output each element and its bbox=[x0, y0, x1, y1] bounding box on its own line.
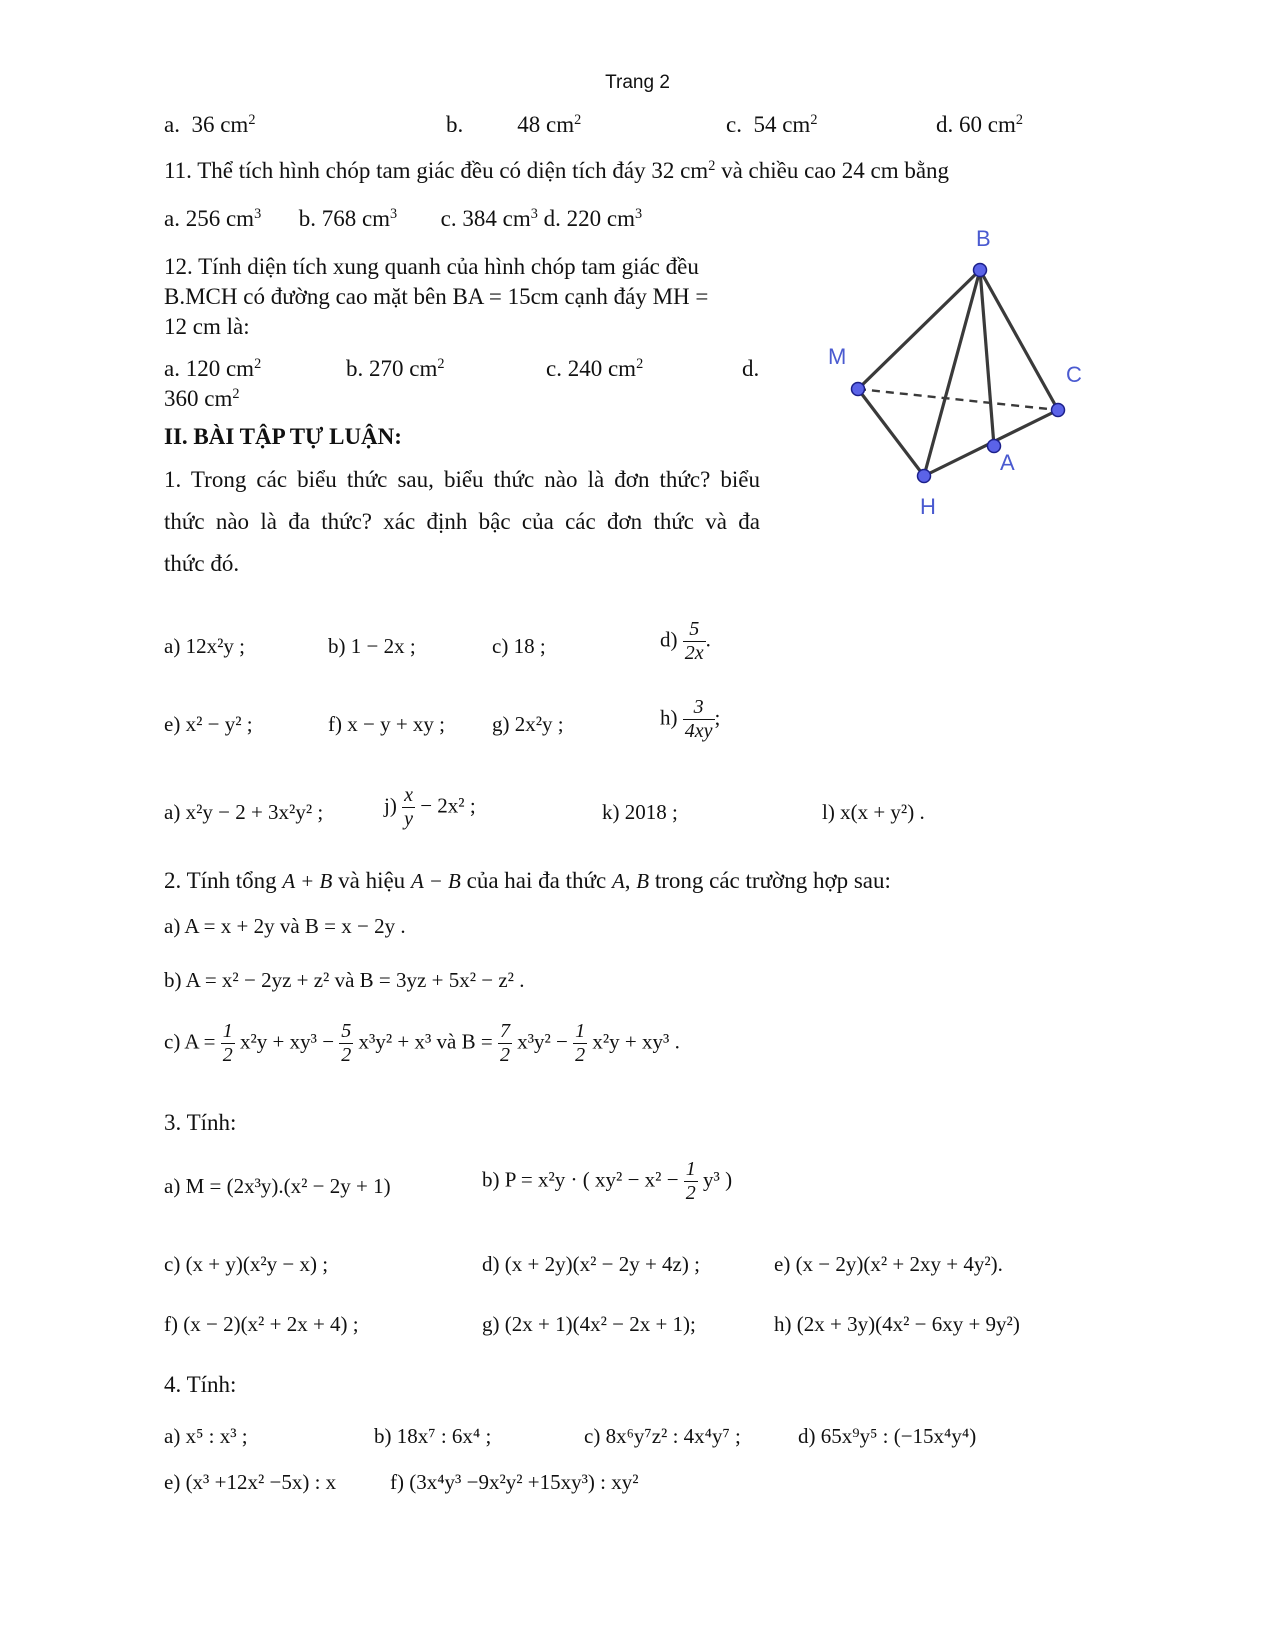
q10-option-b: b. 48 $cm^2$ bbox=[446, 112, 582, 137]
ex4-title: 4. Tính: bbox=[164, 1372, 237, 1397]
ex3-item-c: c) (x + y)(x²y − x) ; bbox=[164, 1252, 329, 1276]
ex3-item-g: g) (2x + 1)(4x² − 2x + 1); bbox=[482, 1312, 696, 1336]
q11-option-b: b. 768 $cm^3$ bbox=[298, 206, 398, 231]
ex3-item-b: b) P = x²y · ( xy² − x² − $\frac{1}{2}$ y³ ) bbox=[482, 1158, 733, 1204]
ex2-item-c: c) A = $\frac{1}{2}$ x²y + xy³ − $\frac{5}{2}$ x³y² + x³ và B = $\frac{7}{2}$ x³y² − $\frac{1}{2}$ x²y + xy³ . bbox=[164, 1020, 680, 1066]
q12-option-d-value: 360 $cm^2$ bbox=[164, 386, 240, 411]
ex1-item-d: d) $\frac{5}{2x}$ . bbox=[660, 618, 711, 664]
ex1-item-k: k) 2018 ; bbox=[602, 800, 678, 824]
ex1-item-e: e) x² − y² ; bbox=[164, 712, 253, 736]
ex4-item-b: b) 18x⁷ : 6x⁴ ; bbox=[374, 1424, 492, 1448]
q12-option-c: c. 240 $cm^2$ bbox=[546, 356, 644, 381]
q11-option-a: a. 256 $cm^3$ bbox=[164, 206, 262, 231]
ex1-item-a: a) 12x²y ; bbox=[164, 634, 245, 658]
q12-option-b: b. 270 $cm^2$ bbox=[346, 356, 445, 381]
vertex-B bbox=[974, 264, 987, 277]
q12-line-3: 12 cm là: bbox=[164, 314, 250, 339]
vertex-M bbox=[852, 383, 865, 396]
ex1-item-h: h) $\frac{3}{4xy}$ ; bbox=[660, 696, 721, 742]
page-header bbox=[0, 72, 1275, 94]
edge-BA bbox=[980, 270, 994, 446]
ex1-item-a2: a) x²y − 2 + 3x²y² ; bbox=[164, 800, 324, 824]
pyramid-figure bbox=[810, 230, 1110, 520]
q12-option-a: a. 120 $cm^2$ bbox=[164, 356, 262, 381]
ex2-item-b: b) A = x² − 2yz + z² và B = 3yz + 5x² − z² . bbox=[164, 968, 525, 992]
page-label: Trang 2 bbox=[605, 72, 670, 93]
ex1-item-l: l) x(x + y²) . bbox=[822, 800, 925, 824]
ex4-item-c: c) 8x⁶y⁷z² : 4x⁴y⁷ ; bbox=[584, 1424, 741, 1448]
ex3-title: 3. Tính: bbox=[164, 1110, 237, 1135]
ex1-line-1: 1. Trong các biểu thức sau, biểu thức nào là đơn thức? biểu bbox=[164, 467, 760, 492]
edge-BM bbox=[858, 270, 980, 389]
q12-option-d: d. bbox=[742, 356, 760, 381]
ex3-item-h: h) (2x + 3y)(4x² − 6xy + 9y²) bbox=[774, 1312, 1020, 1336]
ex1-item-b: b) 1 − 2x ; bbox=[328, 634, 416, 658]
q11-option-d: d. 220 $cm^3$ bbox=[543, 206, 643, 231]
ex1-item-c: c) 18 ; bbox=[492, 634, 546, 658]
ex3-item-f: f) (x − 2)(x² + 2x + 4) ; bbox=[164, 1312, 359, 1336]
vertex-A bbox=[988, 440, 1001, 453]
edge-MH bbox=[858, 389, 924, 476]
label-H: H bbox=[920, 494, 936, 519]
ex2-item-a: a) A = x + 2y và B = x − 2y . bbox=[164, 914, 406, 938]
ex1-item-g: g) 2x²y ; bbox=[492, 712, 564, 736]
q12-line-1: 12. Tính diện tích xung quanh của hình chóp tam giác đều bbox=[164, 254, 699, 279]
ex1-item-f: f) x − y + xy ; bbox=[328, 712, 446, 736]
ex3-item-d: d) (x + 2y)(x² − 2y + 4z) ; bbox=[482, 1252, 700, 1276]
q10-option-c: c. 54 $cm^2$ bbox=[726, 112, 818, 137]
section-title: II. BÀI TẬP TỰ LUẬN: bbox=[164, 424, 402, 449]
q10-option-d: d. 60 $cm^2$ bbox=[936, 112, 1023, 137]
edge-MC-hidden bbox=[858, 389, 1058, 410]
edge-BC bbox=[980, 270, 1058, 410]
label-C: C bbox=[1066, 362, 1082, 387]
ex4-item-e: e) (x³ +12x² −5x) : x bbox=[164, 1470, 337, 1494]
label-A: A bbox=[1000, 449, 1015, 475]
ex4-item-d: d) 65x⁹y⁵ : (−15x⁴y⁴) bbox=[798, 1424, 977, 1448]
ex1-item-j: j) $\frac{x}{y}$ − 2x² ; bbox=[384, 784, 476, 830]
vertex-C bbox=[1052, 404, 1065, 417]
label-M: M bbox=[828, 344, 847, 369]
q10-option-a: a. 36 $cm^2$ bbox=[164, 112, 256, 137]
ex3-item-e: e) (x − 2y)(x² + 2xy + 4y²). bbox=[774, 1252, 1003, 1276]
ex4-item-f: f) (3x⁴y³ −9x²y² +15xy³) : xy² bbox=[390, 1470, 639, 1494]
q11-option-c: c. 384 $cm^3$ bbox=[440, 206, 538, 231]
ex4-item-a: a) x⁵ : x³ ; bbox=[164, 1424, 248, 1448]
edge-BH bbox=[924, 270, 980, 476]
ex1-line-3: thức đó. bbox=[164, 551, 240, 576]
ex3-item-a: a) M = (2x³y).(x² − 2y + 1) bbox=[164, 1174, 391, 1198]
ex2-question: 2. Tính tổng A + B và hiệu A − B của hai đa thức A, B trong các trường hợp sau: bbox=[164, 868, 891, 893]
q11-options bbox=[164, 206, 642, 232]
q11-question: 11. Thể tích hình chóp tam giác đều có diện tích đáy 32 $cm^2$ và chiều cao 24 cm bằng bbox=[164, 158, 950, 183]
ex1-line-2: thức nào là đa thức? xác định bậc của các đơn thức và đa bbox=[164, 509, 760, 534]
vertex-H bbox=[918, 470, 931, 483]
q12-line-2: B.MCH có đường cao mặt bên BA = 15cm cạnh đáy MH = bbox=[164, 284, 709, 309]
label-B: B bbox=[976, 230, 991, 251]
